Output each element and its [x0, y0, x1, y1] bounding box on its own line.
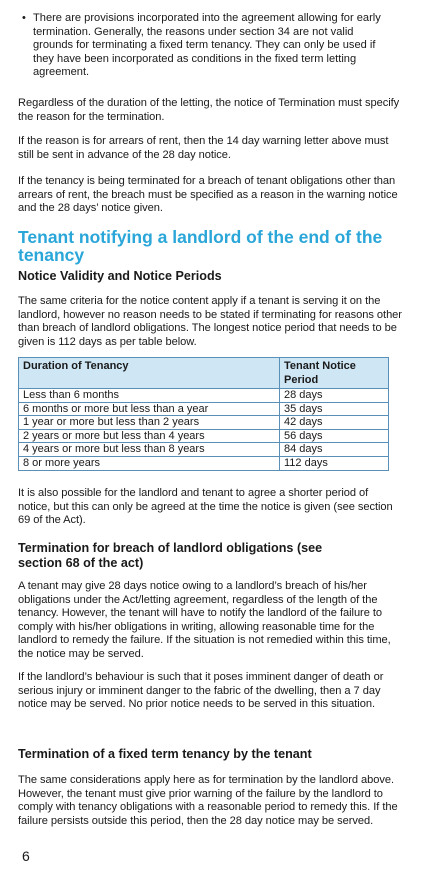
table-cell-period: 42 days: [280, 416, 389, 430]
table-cell-duration: 1 year or more but less than 2 years: [19, 416, 280, 430]
subheading-fixed-term: Termination of a fixed term tenancy by the tenant: [18, 747, 312, 761]
table-cell-duration: 2 years or more but less than 4 years: [19, 429, 280, 443]
paragraph-regardless: Regardless of the duration of the letting, the notice of Termination must specify the reason for the termination.: [18, 97, 400, 123]
table-header-duration: Duration of Tenancy: [19, 358, 280, 389]
table-row: [19, 443, 389, 457]
section-heading-tenant-notifying: Tenant notifying a landlord of the end of the tenancy: [18, 227, 383, 265]
table-cell-duration: 6 months or more but less than a year: [19, 402, 280, 416]
bullet-marker: •: [22, 12, 26, 24]
subheading-notice-validity: Notice Validity and Notice Periods: [18, 269, 222, 283]
table-cell-period: 28 days: [280, 389, 389, 403]
table-row: [19, 402, 389, 416]
table-header-row: [19, 358, 389, 389]
paragraph-danger: If the landlord’s behaviour is such that it poses imminent danger of death or serious injury or imminent danger to the fabric of the dwelling, then a 7 day notice may be served. No prior notice needs to be served in this situation.: [18, 671, 384, 711]
table-row: [19, 389, 389, 403]
bullet-paragraph: There are provisions incorporated into the agreement allowing for early termination. Generally, the reasons under section 34 are not valid grounds for terminating a fixed term tenancy. They can only be used if they have been incorporated as conditions in the fixed term letting agreement.: [33, 12, 381, 79]
paragraph-criteria: The same criteria for the notice content apply if a tenant is serving it on the landlord, however no reason needs to be stated if terminating for reasons other than breach of landlord obligations. The longest notice period that needs to be given is 112 days as per table below.: [18, 295, 402, 348]
subheading-breach-landlord: Termination for breach of landlord obligations (see section 68 of the act): [18, 541, 323, 570]
table-header-notice-period: Tenant Notice Period: [280, 358, 389, 389]
table-cell-period: 84 days: [280, 443, 389, 457]
notice-period-table: [18, 357, 389, 471]
table-row: [19, 456, 389, 470]
paragraph-same-considerations: The same considerations apply here as for termination by the landlord above. However, the tenant must give prior warning of the failure by the landlord to comply with tenancy obligations with a reasonable period to remedy this. If the failure persists outside this period, then the 28 day notice may be served.: [18, 774, 398, 827]
paragraph-breach: If the tenancy is being terminated for a breach of tenant obligations other than arrears of rent, the breach must be specified as a reason in the warning notice and the 28 days’ notice given.: [18, 175, 398, 215]
paragraph-arrears: If the reason is for arrears of rent, then the 14 day warning letter above must still be sent in advance of the 28 day notice.: [18, 135, 389, 161]
table-cell-duration: Less than 6 months: [19, 389, 280, 403]
paragraph-shorter-period: It is also possible for the landlord and tenant to agree a shorter period of notice, but this can only be agreed at the time the notice is given (see section 69 of the Act).: [18, 487, 393, 527]
table-cell-period: 35 days: [280, 402, 389, 416]
table-cell-duration: 8 or more years: [19, 456, 280, 470]
table-row: [19, 429, 389, 443]
table-cell-period: 56 days: [280, 429, 389, 443]
table-cell-duration: 4 years or more but less than 8 years: [19, 443, 280, 457]
table-cell-period: 112 days: [280, 456, 389, 470]
table-row: [19, 416, 389, 430]
page-number: 6: [22, 848, 30, 864]
paragraph-28-days: A tenant may give 28 days notice owing to a landlord’s breach of his/her obligations under the Act/letting agreement, regardless of the length of the tenancy. However, the tenant will have to notify the landlord of the failure to comply with his/her obligations in writing, allowing reasonable time for the landlord to remedy the failure. If the situation is not remedied within this time, the notice may be served.: [18, 580, 391, 660]
